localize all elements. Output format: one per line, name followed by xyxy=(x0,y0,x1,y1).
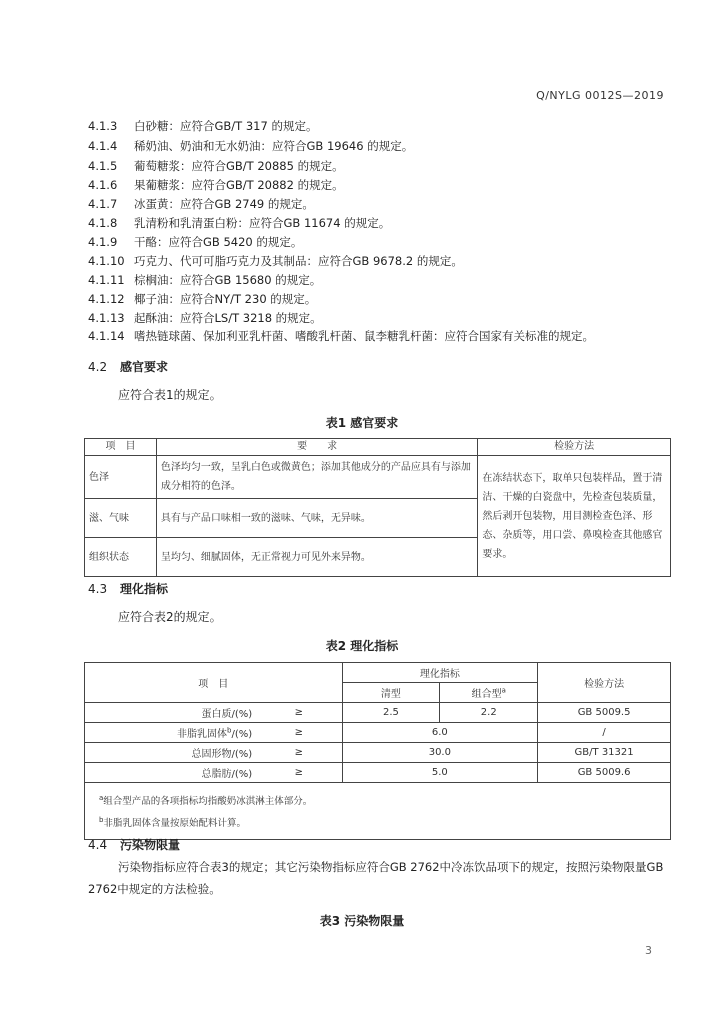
note-a: $^a$组合型产品的各项指标均指酸奶冰淇淋主体部分。 xyxy=(99,794,313,808)
section-heading-4-2: 4.2 感官要求 xyxy=(88,360,169,374)
header-requirement: 要 求 xyxy=(156,439,477,456)
requirement-item: 4.1.11 棕榈油：应符合GB 15680 的规定。 xyxy=(88,273,322,287)
row-requirement: 具有与产品口味相一致的滋味、气味，无异味。 xyxy=(156,499,477,538)
header-clear-type: 清型 xyxy=(342,683,440,703)
requirement-item: 4.1.12 椰子油：应符合NY/T 230 的规定。 xyxy=(88,292,317,306)
row-requirement: 色泽均匀一致，呈乳白色或微黄色；添加其他成分的产品应具有与添加成分相符的色泽。 xyxy=(156,456,477,499)
header-method: 检验方法 xyxy=(478,439,671,456)
table-row xyxy=(85,456,671,499)
inspection-method: 在冻结状态下，取单只包装样品，置于清洁、干燥的白瓷盘中，先检查包装质量，然后剥开包装物，用目测检查色泽、形态、杂质等，用口尝、鼻嗅检查其他感官要求。 xyxy=(478,456,671,577)
section-paragraph: 污染物指标应符合表3的规定；其它污染物指标应符合GB 2762中冷冻饮品项下的规定，按照污染物限量GB 2762中规定的方法检验。 xyxy=(88,860,664,896)
requirement-item: 4.1.9 干酪：应符合GB 5420 的规定。 xyxy=(88,235,303,249)
requirement-item: 4.1.8 乳清粉和乳清蛋白粉：应符合GB 11674 的规定。 xyxy=(88,216,391,230)
table-header-row xyxy=(85,439,671,456)
row-method: GB 5009.5 xyxy=(538,703,671,723)
row-method: GB/T 31321 xyxy=(538,743,671,763)
requirement-item: 4.1.7 冰蛋黄：应符合GB 2749 的规定。 xyxy=(88,197,314,211)
row-combo-value: 2.2 xyxy=(440,703,538,723)
row-value: 30.0 xyxy=(342,743,538,763)
row-operator: ≥ xyxy=(256,723,342,743)
requirement-item: 4.1.13 起酥油：应符合LS/T 3218 的规定。 xyxy=(88,311,322,325)
header-item: 项 目 xyxy=(85,439,157,456)
row-operator: ≥ xyxy=(256,703,342,723)
sensory-table xyxy=(84,438,671,577)
section-heading-4-4: 4.4 污染物限量 xyxy=(88,838,181,852)
row-item: 组织状态 xyxy=(85,538,157,577)
row-clear-value: 2.5 xyxy=(342,703,440,723)
row-name: 非脂乳固体$^b$/(%) xyxy=(85,723,257,743)
row-method: GB 5009.6 xyxy=(538,763,671,783)
row-method: / xyxy=(538,723,671,743)
header-index: 理化指标 xyxy=(342,663,538,683)
page-number: 3 xyxy=(645,944,652,957)
section-paragraph: 应符合表2的规定。 xyxy=(118,610,222,624)
row-name: 总脂肪/(%) xyxy=(85,763,257,783)
requirement-item: 4.1.6 果葡糖浆：应符合GB/T 20882 的规定。 xyxy=(88,178,344,192)
row-item: 色泽 xyxy=(85,456,157,499)
requirement-item: 4.1.14 嗜热链球菌、保加利亚乳杆菌、嗜酸乳杆菌、鼠李糖乳杆菌：应符合国家有关标准的规定。 xyxy=(88,329,594,343)
note-b: $^b$非脂乳固体含量按原始配料计算。 xyxy=(99,816,246,830)
table3-caption: 表3 污染物限量 xyxy=(319,914,405,928)
table-row xyxy=(85,723,671,743)
row-operator: ≥ xyxy=(256,763,342,783)
section-heading-4-3: 4.3 理化指标 xyxy=(88,582,169,596)
header-item: 项 目 xyxy=(85,663,343,703)
table-notes xyxy=(85,783,671,840)
row-name: 总固形物/(%) xyxy=(85,743,257,763)
physicochemical-table xyxy=(84,662,671,840)
requirement-item: 4.1.5 葡萄糖浆：应符合GB/T 20885 的规定。 xyxy=(88,159,344,173)
row-item: 滋、气味 xyxy=(85,499,157,538)
row-operator: ≥ xyxy=(256,743,342,763)
section-paragraph: 应符合表1的规定。 xyxy=(118,388,222,402)
table1-caption: 表1 感官要求 xyxy=(325,416,399,430)
header-method: 检验方法 xyxy=(538,663,671,703)
table-notes-row xyxy=(85,783,671,840)
row-name: 蛋白质/(%) xyxy=(85,703,257,723)
table-header-row xyxy=(85,663,671,683)
table2-caption: 表2 理化指标 xyxy=(325,639,399,653)
table-row xyxy=(85,743,671,763)
row-value: 6.0 xyxy=(342,723,538,743)
row-value: 5.0 xyxy=(342,763,538,783)
row-requirement: 呈均匀、细腻固体，无正常视力可见外来异物。 xyxy=(156,538,477,577)
table-row xyxy=(85,763,671,783)
requirement-item: 4.1.10 巧克力、代可可脂巧克力及其制品：应符合GB 9678.2 的规定。 xyxy=(88,254,463,268)
table-row xyxy=(85,703,671,723)
requirement-item: 4.1.3 白砂糖：应符合GB/T 317 的规定。 xyxy=(88,119,318,133)
header-combo-type: 组合型$^a$ xyxy=(440,683,538,703)
requirement-item: 4.1.4 稀奶油、奶油和无水奶油：应符合GB 19646 的规定。 xyxy=(88,139,414,153)
document-code: Q/NYLG 0012S—2019 xyxy=(536,89,664,102)
